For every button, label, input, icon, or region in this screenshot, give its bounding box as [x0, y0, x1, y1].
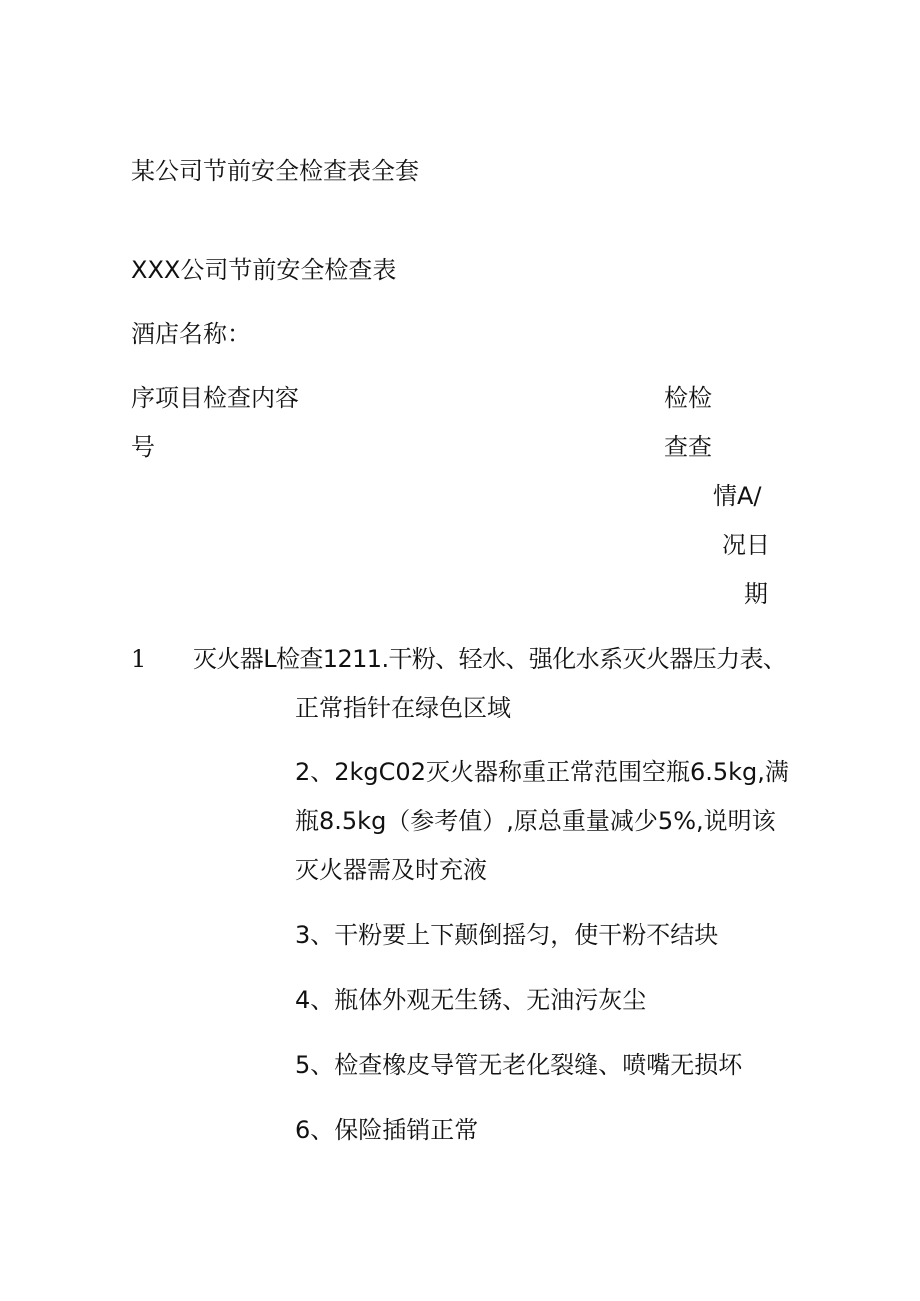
sub-item-5: 5、检查橡皮导管无老化裂缝、喷嘴无损坏	[295, 1051, 743, 1079]
header-col1-line1: 序项目检查内容	[131, 384, 299, 412]
hotel-name-label: 酒店名称：	[131, 320, 251, 348]
sub-item-2-line1: 2、2kgC02灭火器称重正常范围空瓶6.5kg,满	[295, 758, 789, 786]
header-col1-line2: 号	[131, 433, 155, 461]
checklist-title: XXX公司节前安全检查表	[131, 256, 397, 284]
sub-item-4: 4、瓶体外观无生锈、无油污灰尘	[295, 986, 647, 1014]
header-col3-line2: 况日	[722, 531, 770, 559]
document-title: 某公司节前安全检查表全套	[131, 157, 419, 185]
sub-item-6: 6、保险插销正常	[295, 1116, 479, 1144]
sub-item-2-line2: 瓶8.5kg（参考值）,原总重量减少5%,说明该	[295, 807, 776, 835]
sub-item-3: 3、干粉要上下颠倒摇匀，使干粉不结块	[295, 921, 719, 949]
row-item-line1: 灭火器L检查1211.干粉、轻水、强化水系灭火器压力表、	[193, 645, 787, 673]
row-number: 1	[131, 645, 147, 673]
header-col2-line2: 查查	[664, 433, 712, 461]
header-col3-line3: 期	[744, 580, 768, 608]
header-col2-line1: 检检	[664, 384, 712, 412]
header-col3-line1: 情A/	[713, 482, 762, 510]
row-item-line2: 正常指针在绿色区域	[295, 694, 511, 722]
sub-item-2-line3: 灭火器需及时充液	[295, 856, 487, 884]
